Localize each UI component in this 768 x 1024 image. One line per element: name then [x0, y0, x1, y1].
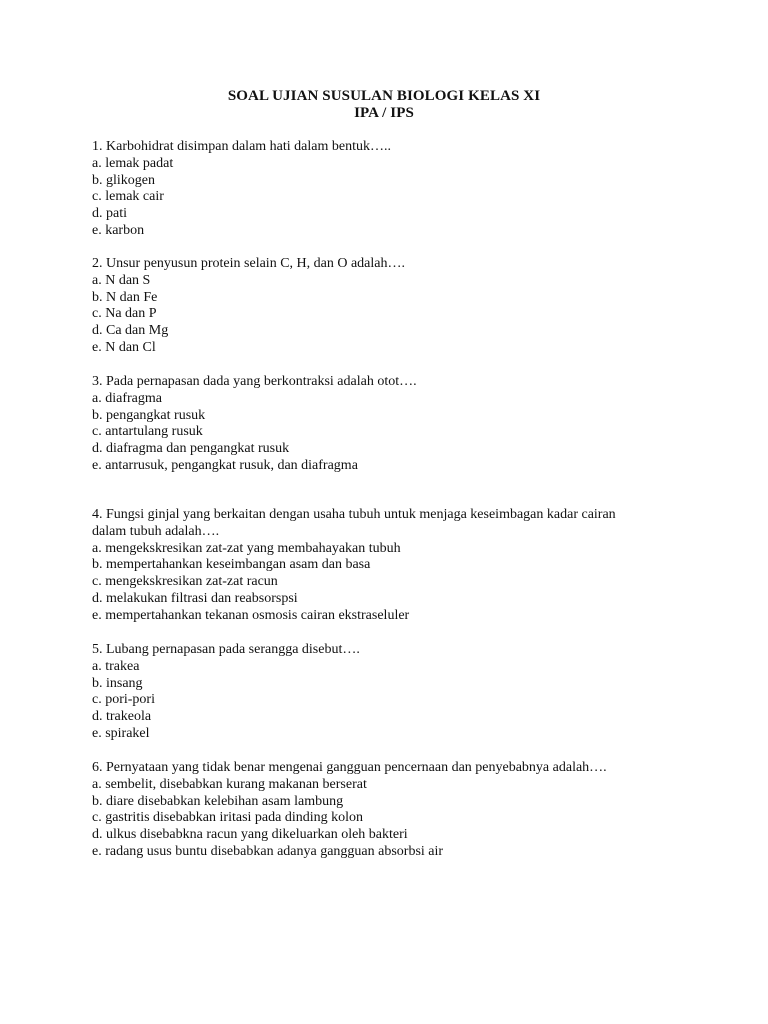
answer-option-e: e. karbon	[92, 222, 145, 238]
question-stem	[92, 507, 692, 541]
answer-option-d: d. diafragma dan pengangkat rusuk	[92, 441, 290, 457]
question-stem-line: 6. Pernyataan yang tidak benar mengenai gangguan pencernaan dan penyebabnya adalah….	[92, 760, 607, 775]
question-1	[92, 139, 692, 240]
question-5	[92, 642, 692, 743]
answer-option-c: c. Na dan P	[92, 306, 157, 322]
answer-option-c: c. pori-pori	[92, 692, 155, 708]
answer-option-c: c. lemak cair	[92, 189, 164, 205]
answer-option-a: a. trakea	[92, 658, 140, 674]
question-stem-line: 3. Pada pernapasan dada yang berkontraksi adalah otot….	[92, 374, 417, 389]
answer-option-c: c. mengekskresikan zat-zat racun	[92, 574, 278, 590]
answer-option-e: e. radang usus buntu disebabkan adanya gangguan absorbsi air	[92, 843, 444, 859]
answer-option-d: d. Ca dan Mg	[92, 323, 169, 339]
answer-option-a: a. N dan S	[92, 272, 151, 288]
answer-option-e: e. mempertahankan tekanan osmosis cairan ekstraseluler	[92, 607, 410, 623]
question-stem	[92, 642, 692, 659]
question-stem-line: 2. Unsur penyusun protein selain C, H, dan O adalah….	[92, 256, 405, 271]
question-stem-line: 5. Lubang pernapasan pada serangga disebut….	[92, 642, 360, 657]
answer-option-d: d. trakeola	[92, 709, 152, 725]
question-stem	[92, 374, 692, 391]
answer-option-b: b. glikogen	[92, 172, 155, 188]
document-subtitle: IPA / IPS	[354, 105, 414, 121]
answer-option-c: c. antartulang rusuk	[92, 424, 203, 440]
answer-option-e: e. spirakel	[92, 725, 150, 741]
question-2	[92, 256, 692, 357]
answer-option-d: d. pati	[92, 206, 127, 222]
question-stem	[92, 256, 692, 273]
answer-option-a: a. mengekskresikan zat-zat yang membahayakan tubuh	[92, 540, 401, 556]
answer-option-e: e. N dan Cl	[92, 339, 156, 355]
answer-option-d: d. ulkus disebabkna racun yang dikeluarkan oleh bakteri	[92, 827, 408, 843]
answer-option-a: a. sembelit, disebabkan kurang makanan berserat	[92, 776, 367, 792]
answer-option-b: b. diare disebabkan kelebihan asam lambung	[92, 793, 344, 809]
answer-option-b: b. mempertahankan keseimbangan asam dan basa	[92, 557, 371, 573]
document-title: SOAL UJIAN SUSULAN BIOLOGI KELAS XI	[227, 88, 541, 104]
answer-option-b: b. pengangkat rusuk	[92, 407, 206, 423]
answer-option-c: c. gastritis disebabkan iritasi pada dinding kolon	[92, 810, 364, 826]
question-stem-line: dalam tubuh adalah….	[92, 523, 220, 539]
question-6	[92, 760, 692, 861]
answer-option-e: e. antarrusuk, pengangkat rusuk, dan diafragma	[92, 457, 358, 473]
answer-option-a: a. diafragma	[92, 390, 162, 406]
question-stem-line: 1. Karbohidrat disimpan dalam hati dalam bentuk…..	[92, 139, 391, 154]
answer-option-b: b. N dan Fe	[92, 289, 158, 305]
question-4	[92, 507, 692, 625]
answer-option-d: d. melakukan filtrasi dan reabsorspsi	[92, 590, 298, 606]
answer-option-b: b. insang	[92, 675, 143, 691]
question-stem	[92, 139, 692, 156]
question-stem-line: 4. Fungsi ginjal yang berkaitan dengan usaha tubuh untuk menjaga keseimbagan kadar cairan	[92, 507, 616, 522]
question-stem	[92, 760, 692, 777]
question-3	[92, 374, 692, 475]
answer-option-a: a. lemak padat	[92, 155, 174, 171]
